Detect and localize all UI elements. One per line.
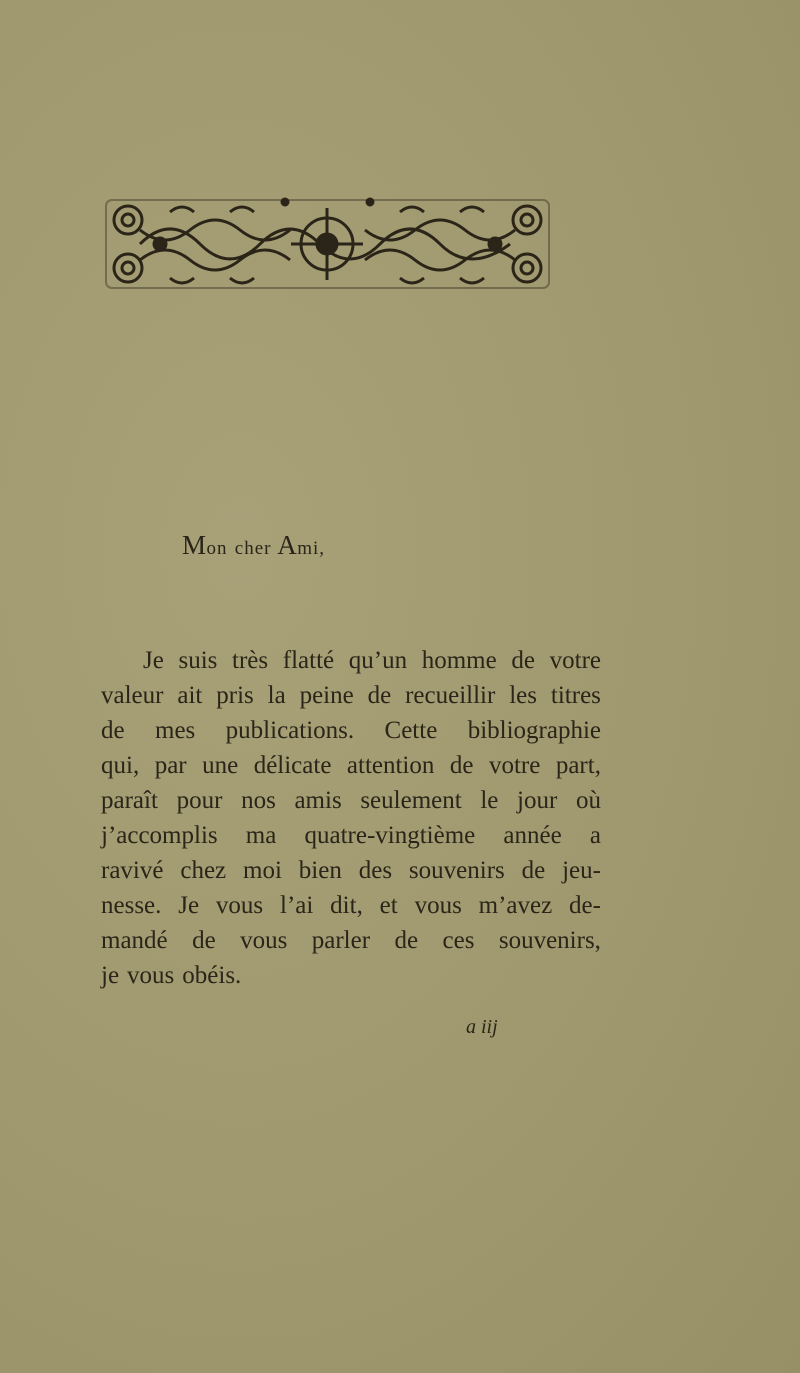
word: Cette [384, 717, 438, 744]
word: seulement [360, 787, 462, 814]
word: ait [177, 682, 203, 709]
word: de [367, 682, 392, 709]
word: la [267, 682, 286, 709]
word: ravivé [101, 857, 164, 884]
word: une [202, 752, 239, 779]
word: de [394, 927, 419, 954]
word: par [154, 752, 187, 779]
salutation-cap-m: M [182, 530, 207, 560]
word: flatté [282, 647, 335, 674]
word: m’avez [478, 892, 553, 919]
word: mandé [101, 927, 168, 954]
salutation-cap-a: A [277, 530, 298, 560]
word: nos [241, 787, 276, 814]
word: où [575, 787, 601, 814]
word: ces [442, 927, 475, 954]
word: obéis. [182, 962, 242, 989]
text-line [101, 853, 601, 888]
word: le [480, 787, 499, 814]
salutation-mi: mi, [297, 538, 326, 559]
word: souvenirs [408, 857, 505, 884]
word: ma [245, 822, 277, 849]
word: de [101, 717, 125, 744]
word: publications. [225, 717, 355, 744]
word: très [232, 647, 269, 674]
word: année [503, 822, 562, 849]
word: de [192, 927, 216, 954]
word: quatre-vingtième [304, 822, 476, 849]
word: jour [517, 787, 558, 814]
salutation-cher: cher [234, 538, 272, 559]
word: de [521, 857, 546, 884]
salutation [182, 530, 325, 561]
text-line [101, 643, 601, 678]
word: moi [243, 857, 282, 884]
word: nesse. [101, 892, 162, 919]
word: jeu- [562, 857, 601, 884]
word: et [379, 892, 398, 919]
text-line [101, 923, 601, 958]
word: vous [127, 962, 175, 989]
headpiece-ornament-icon [100, 190, 555, 298]
word: chez [180, 857, 227, 884]
text-line [101, 888, 601, 923]
word: qu’un [348, 647, 408, 674]
word: bien [298, 857, 342, 884]
word: parler [311, 927, 371, 954]
word: Je [178, 892, 200, 919]
word: peine [299, 682, 354, 709]
word: j’accomplis [101, 822, 218, 849]
word: votre [488, 752, 541, 779]
word: paraît [101, 787, 158, 814]
text-line [101, 818, 601, 853]
word: part, [555, 752, 601, 779]
word: votre [549, 647, 601, 674]
text-line [101, 958, 601, 993]
word: Je [143, 647, 164, 674]
word: délicate [253, 752, 332, 779]
text-line [101, 748, 601, 783]
word: vous [240, 927, 288, 954]
word: qui, [101, 752, 140, 779]
word: pour [176, 787, 223, 814]
word: dit, [330, 892, 363, 919]
word: l’ai [280, 892, 314, 919]
text-line [101, 678, 601, 713]
text-line [101, 713, 601, 748]
word: homme [421, 647, 497, 674]
word: mes [155, 717, 196, 744]
word: vous [215, 892, 264, 919]
word: a [589, 822, 601, 849]
word: de [449, 752, 474, 779]
text-line [101, 783, 601, 818]
word: valeur [101, 682, 164, 709]
word: titres [550, 682, 601, 709]
word: recueillir [405, 682, 496, 709]
letter-paragraph [101, 643, 601, 993]
salutation-on: on [206, 538, 228, 559]
word: attention [346, 752, 435, 779]
signature-mark: a iij [466, 1016, 498, 1038]
word: suis [178, 647, 218, 674]
word: pris [216, 682, 254, 709]
word: de [511, 647, 535, 674]
word: souvenirs, [498, 927, 601, 954]
word: les [509, 682, 538, 709]
word: vous [414, 892, 462, 919]
word: amis [294, 787, 342, 814]
word: de- [569, 892, 601, 919]
word: je [101, 962, 120, 989]
word: des [358, 857, 393, 884]
word: bibliographie [467, 717, 601, 744]
